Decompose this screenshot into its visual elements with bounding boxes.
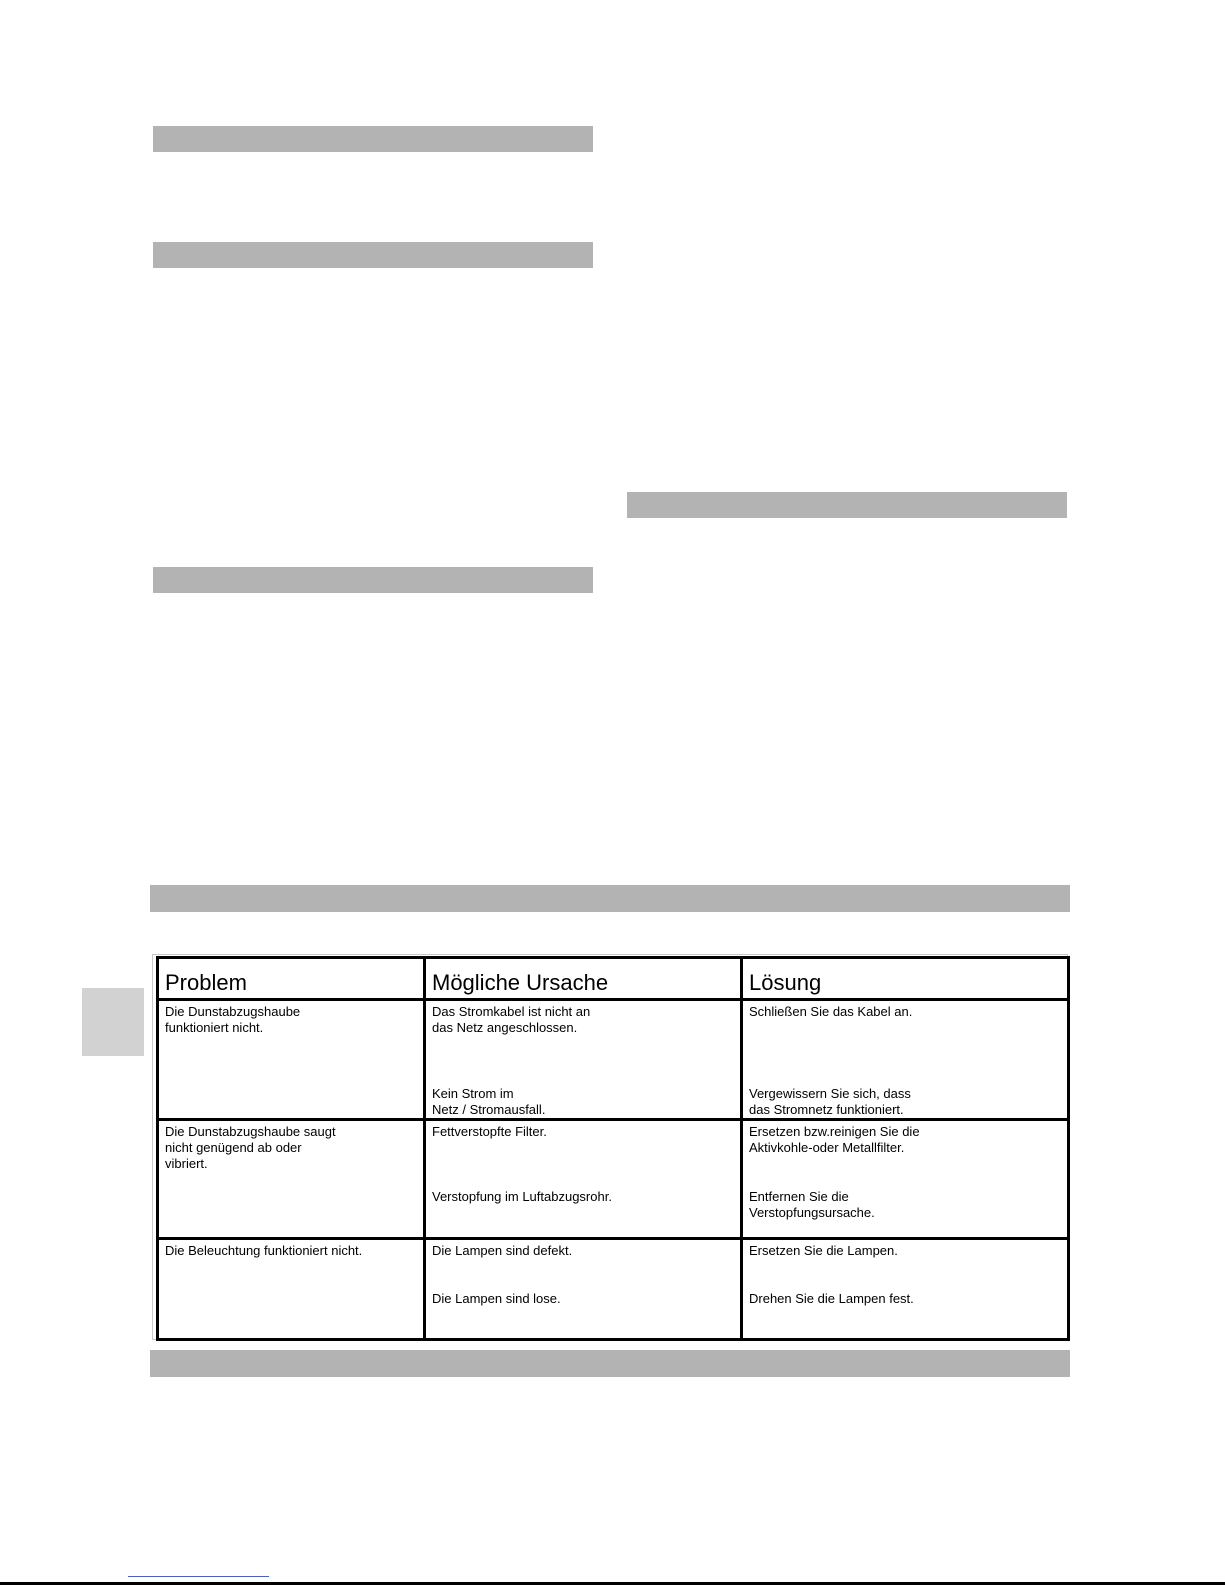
footer-link-underline (128, 1576, 269, 1577)
section-heading-bar (153, 242, 593, 268)
section-heading-bar (153, 567, 593, 593)
troubleshooting-heading-bar (150, 885, 1070, 912)
cause-cell: Die Lampen sind defekt. Die Lampen sind lose. (425, 1239, 742, 1340)
section-heading-bar (153, 126, 593, 152)
header-solution: Lösung (742, 958, 1069, 1000)
table-row (158, 1120, 1069, 1239)
section-heading-bar (627, 492, 1067, 518)
table-row (158, 1000, 1069, 1120)
troubleshooting-table (156, 956, 1070, 1341)
table-header-row (158, 958, 1069, 1000)
table-row (158, 1239, 1069, 1340)
solution-cell: Schließen Sie das Kabel an. Vergewissern Sie sich, dass das Stromnetz funktioniert. (742, 1000, 1069, 1120)
section-heading-bar (150, 1350, 1070, 1377)
solution-cell: Ersetzen bzw.reinigen Sie die Aktivkohle-oder Metallfilter. Entfernen Sie die Verstopfungsursache. (742, 1120, 1069, 1239)
problem-cell: Die Dunstabzugshaube funktioniert nicht. (158, 1000, 425, 1120)
problem-cell: Die Dunstabzugshaube saugt nicht genügend ab oder vibriert. (158, 1120, 425, 1239)
header-cause: Mögliche Ursache (425, 958, 742, 1000)
language-side-tab (82, 988, 144, 1056)
problem-cell: Die Beleuchtung funktioniert nicht. (158, 1239, 425, 1340)
cause-cell: Das Stromkabel ist nicht an das Netz angeschlossen. Kein Strom im Netz / Stromausfall. (425, 1000, 742, 1120)
header-problem: Problem (158, 958, 425, 1000)
solution-cell: Ersetzen Sie die Lampen. Drehen Sie die Lampen fest. (742, 1239, 1069, 1340)
cause-cell: Fettverstopfte Filter. Verstopfung im Luftabzugsrohr. (425, 1120, 742, 1239)
